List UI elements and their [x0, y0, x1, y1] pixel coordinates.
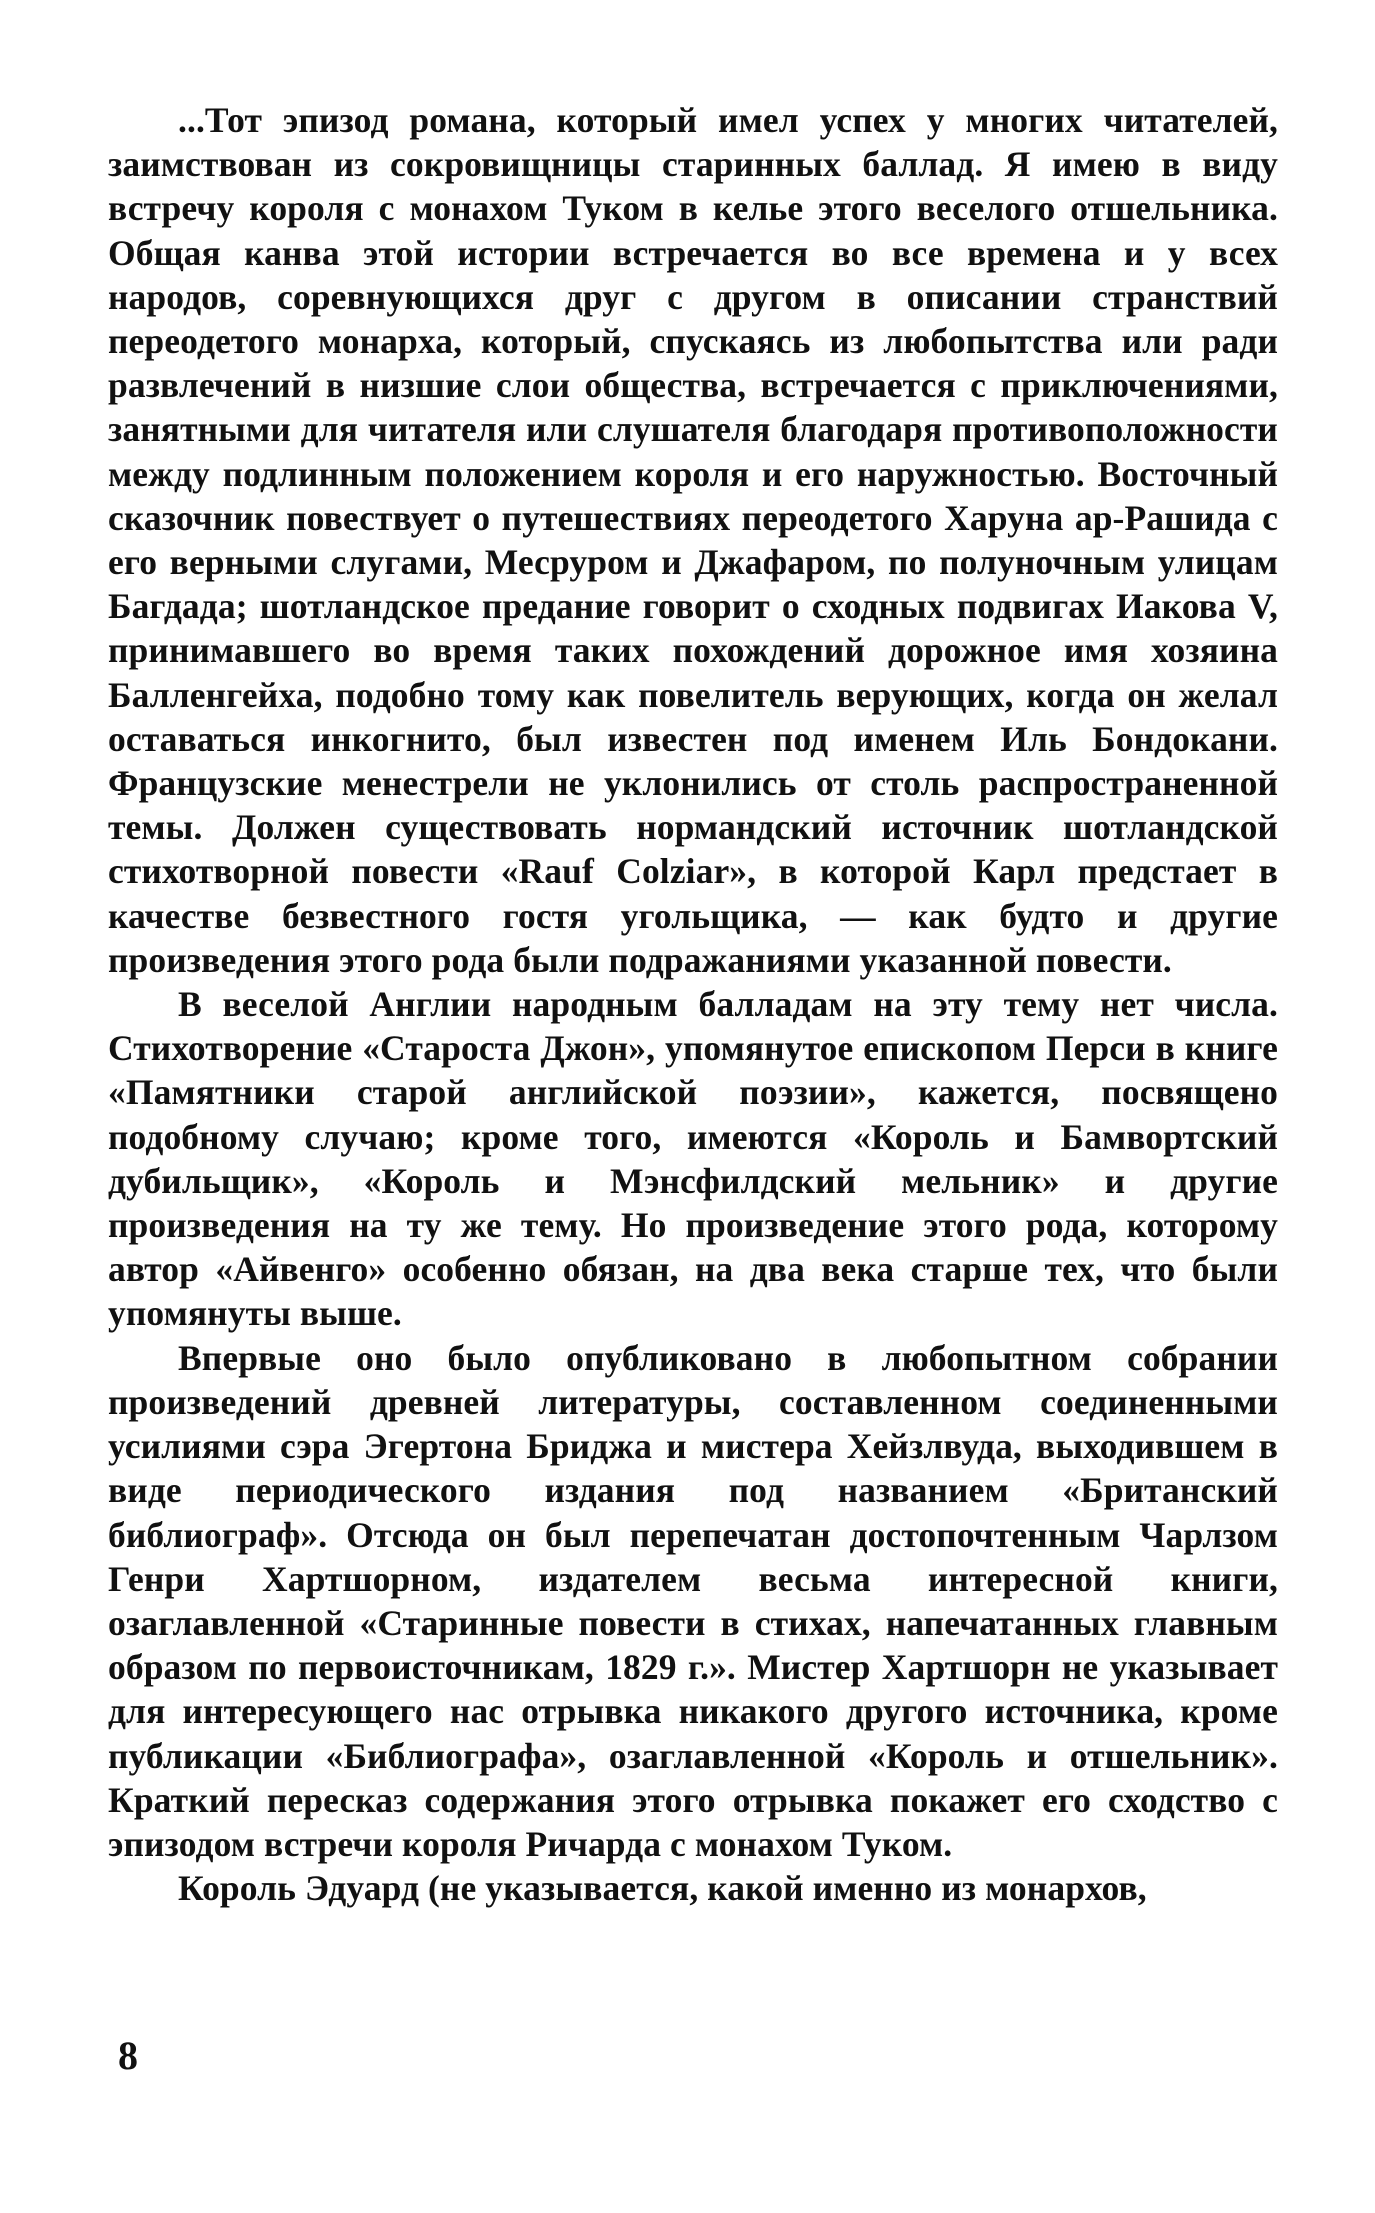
paragraph-2: В веселой Англии народным балладам на эту тему нет числа. Стихотворение «Староста Джон», упомянутое епископом Перси в книге «Памятники старой английской поэзии», кажется, посвящено подобному случаю; кроме того, имеются «Король и Бамвортский дубильщик», «Король и Мэнсфилдский мельник» и другие произведения на ту же тему. Но произведение этого рода, которому автор «Айвенго» особенно обязан, на два века старше тех, что были упомянуты выше. [108, 984, 1278, 1334]
paragraph-4: Король Эдуард (не указывается, какой именно из монархов, [178, 1868, 1147, 1909]
paragraph-1: ...Тот эпизод романа, который имел успех у многих читателей, заимствован из сокровищницы старинных баллад. Я имею в виду встречу короля с монахом Туком в келье этого веселого отшельника. Общая канва этой истории встречается во все времена и у всех народов, соревнующихся друг с другом в описании странствий переодетого монарха, который, спускаясь из любопытства или ради развлечений в низшие слои общества, встречается с приключениями, занятными для читателя или слушателя благодаря противоположности между подлинным положением короля и его наружностью. Восточный сказочник повествует о путешествиях переодетого Харуна ар-Рашида с его верными слугами, Месруром и Джафаром, по полуночным улицам Багдада; шотландское предание говорит о сходных подвигах Иакова V, принимавшего во время таких похождений дорожное имя хозяина Балленгейха, подобно тому как повелитель верующих, когда он желал оставаться инкогнито, был известен под именем Иль Бондокани. Французские менестрели не уклонились от столь распространенной темы. Должен существовать нормандский источник шотландской стихотворной повести «Rauf Colziar», в которой Карл предстает в качестве безвестного гостя угольщика, — как будто и другие произведения этого рода были подражаниями указанной повести. [108, 100, 1278, 980]
page-number: 8 [118, 2033, 138, 2078]
paragraph-3: Впервые оно было опубликовано в любопытном собрании произведений древней литературы, составленном соединенными усилиями сэра Эгертона Бриджа и мистера Хейзлвуда, выходившем в виде периодического издания под названием «Британский библиограф». Отсюда он был перепечатан достопочтенным Чарлзом Генри Хартшорном, издателем весьма интересной книги, озаглавленной «Старинные повести в стихах, напечатанных главным образом по первоисточникам, 1829 г.». Мистер Хартшорн не указывает для интересующего нас отрывка никакого другого источника, кроме публикации «Библиографа», озаглавленной «Король и отшельник». Краткий пересказ содержания этого отрывка покажет его сходство с эпизодом встречи короля Ричарда с монахом Туком. [108, 1337, 1278, 1864]
body-text [108, 98, 1278, 1910]
